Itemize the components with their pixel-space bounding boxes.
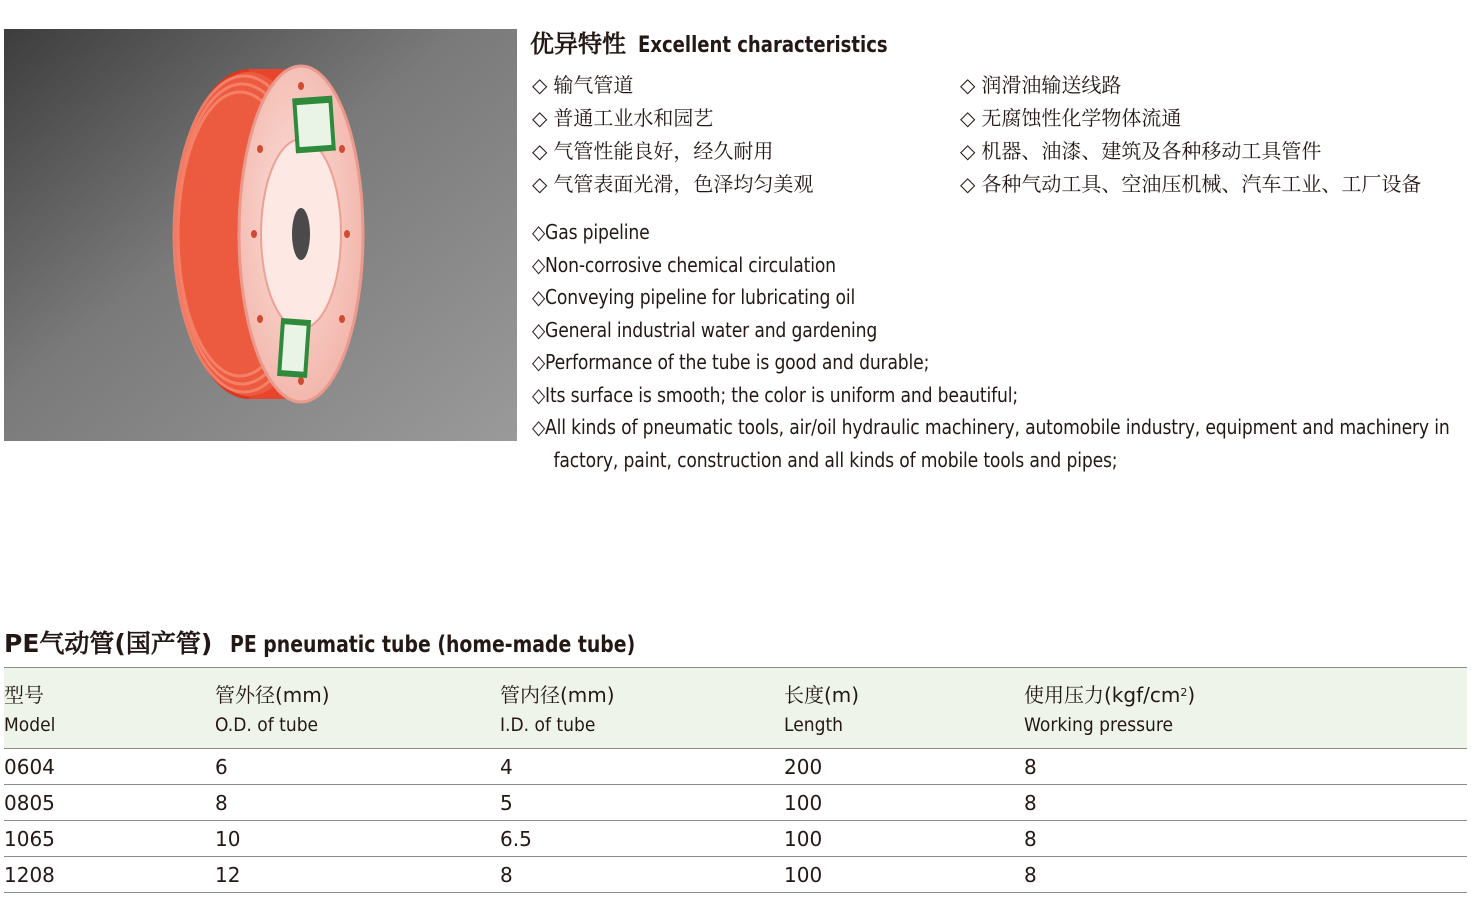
cell-od: 10 xyxy=(215,827,241,851)
cell-length: 100 xyxy=(784,791,823,815)
characteristics-title-en: Excellent characteristics xyxy=(638,33,888,58)
cell-model: 1065 xyxy=(4,827,55,851)
list-item: ◇Gas pipeline xyxy=(532,220,650,244)
characteristics-list-zh-right xyxy=(960,70,1421,202)
product-photo xyxy=(4,29,517,441)
cell-length: 100 xyxy=(784,863,823,887)
list-item: ◇ 输气管道 xyxy=(532,73,634,97)
list-item: ◇ 气管性能良好，经久耐用 xyxy=(532,139,774,163)
cell-pressure: 8 xyxy=(1024,755,1037,779)
diamond-icon: ◇ xyxy=(960,106,976,130)
diamond-icon: ◇ xyxy=(532,139,548,163)
diamond-icon: ◇ xyxy=(532,382,546,407)
cell-pressure: 8 xyxy=(1024,827,1037,851)
header-id: 管内径(mm) I.D. of tube xyxy=(500,683,615,736)
table-row xyxy=(4,749,1467,785)
cell-model: 0604 xyxy=(4,755,55,779)
cell-id: 4 xyxy=(500,755,513,779)
list-item: ◇ 各种气动工具、空油压机械、汽车工业、工厂设备 xyxy=(960,172,1422,196)
list-item: ◇General industrial water and gardening xyxy=(532,317,878,342)
cell-od: 6 xyxy=(215,755,228,779)
diamond-icon: ◇ xyxy=(532,415,546,439)
list-item-continuation: factory, paint, construction and all kinds of mobile tools and pipes; xyxy=(553,447,1118,472)
header-length: 长度(m) Length xyxy=(784,683,860,736)
diamond-icon: ◇ xyxy=(532,350,546,374)
cell-id: 6.5 xyxy=(500,827,532,851)
list-item: ◇ 气管表面光滑，色泽均匀美观 xyxy=(532,172,814,196)
diamond-icon: ◇ xyxy=(532,106,548,130)
cell-od: 8 xyxy=(215,791,228,815)
header-od: 管外径(mm) O.D. of tube xyxy=(215,683,330,736)
table-header xyxy=(4,667,1467,749)
list-item: ◇ 普通工业水和园艺 xyxy=(532,106,714,130)
cell-id: 8 xyxy=(500,863,513,887)
table-title xyxy=(4,624,724,660)
diamond-icon: ◇ xyxy=(960,73,976,97)
diamond-icon: ◇ xyxy=(532,172,548,196)
header-model: 型号 Model xyxy=(4,683,56,736)
cell-pressure: 8 xyxy=(1024,791,1037,815)
table-title-en: PE pneumatic tube (home-made tube) xyxy=(230,632,636,658)
header-pressure: 使用压力$(kgf/cm^2)$ Working pressure xyxy=(1024,683,1196,736)
characteristics-title-zh: 优异特性 xyxy=(530,30,626,58)
cell-id: 5 xyxy=(500,791,513,815)
list-item: ◇ 无腐蚀性化学物体流通 xyxy=(960,106,1182,130)
characteristics-title xyxy=(530,24,942,59)
list-item: ◇Performance of the tube is good and durable; xyxy=(532,350,930,374)
list-item: ◇All kinds of pneumatic tools, air/oil hydraulic machinery, automobile industry, equipment and machinery in xyxy=(532,415,1450,439)
characteristics-list-zh-left xyxy=(532,70,813,202)
cell-pressure: 8 xyxy=(1024,863,1037,887)
list-item: ◇Conveying pipeline for lubricating oil xyxy=(532,285,856,309)
spec-table xyxy=(4,667,1467,893)
cell-length: 100 xyxy=(784,827,823,851)
table-title-zh: PE气动管(国产管) xyxy=(4,629,213,658)
cell-od: 12 xyxy=(215,863,241,887)
diamond-icon: ◇ xyxy=(960,139,976,163)
diamond-icon: ◇ xyxy=(532,285,546,309)
table-row xyxy=(4,785,1467,821)
diamond-icon: ◇ xyxy=(532,252,546,277)
diamond-icon: ◇ xyxy=(532,220,546,244)
cell-model: 1208 xyxy=(4,863,55,887)
tube-reel-illustration xyxy=(4,29,517,441)
diamond-icon: ◇ xyxy=(960,172,976,196)
diamond-icon: ◇ xyxy=(532,73,548,97)
list-item: ◇ 机器、油漆、建筑及各种移动工具管件 xyxy=(960,139,1322,163)
table-row xyxy=(4,857,1467,893)
list-item: ◇ 润滑油输送线路 xyxy=(960,73,1122,97)
list-item: ◇Non-corrosive chemical circulation xyxy=(532,252,836,277)
characteristics-list-en xyxy=(532,216,1471,476)
cell-model: 0805 xyxy=(4,791,55,815)
cell-length: 200 xyxy=(784,755,823,779)
table-row xyxy=(4,821,1467,857)
diamond-icon: ◇ xyxy=(532,317,546,342)
list-item: ◇Its surface is smooth; the color is uniform and beautiful; xyxy=(532,382,1018,407)
